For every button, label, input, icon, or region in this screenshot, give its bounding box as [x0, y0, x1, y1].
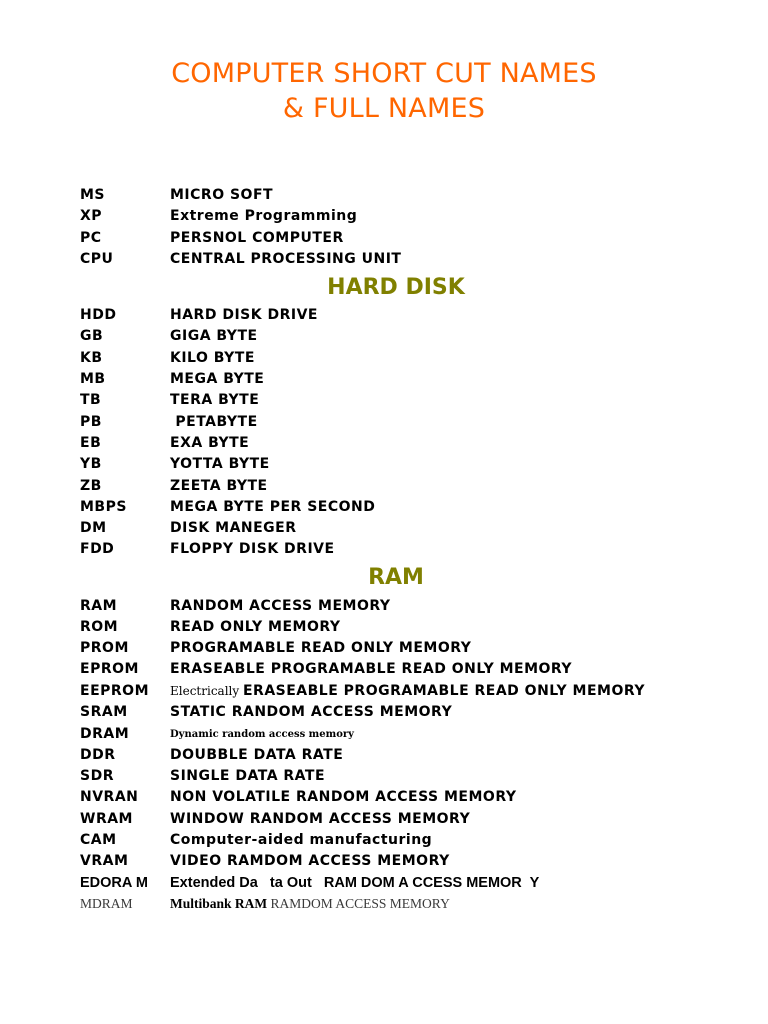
full-name: ZEETA BYTE — [170, 478, 268, 494]
abbreviation: ZB — [80, 478, 102, 494]
abbreviation: RAM — [80, 598, 118, 614]
abbreviation: EPROM — [80, 661, 139, 677]
page-title-line-2: & FULL NAMES — [282, 93, 486, 124]
abbreviation: MS — [80, 187, 106, 203]
abbreviation: PC — [80, 230, 102, 246]
abbreviation: PB — [80, 414, 102, 430]
full-name-main: RAMDOM ACCESS MEMORY — [270, 896, 450, 911]
full-name: ERASEABLE PROGRAMABLE READ ONLY MEMORY — [170, 661, 573, 677]
full-name: CENTRAL PROCESSING UNIT — [170, 251, 402, 267]
abbreviation: CAM — [80, 832, 117, 848]
abbreviation: EEPROM — [80, 683, 150, 699]
full-name: READ ONLY MEMORY — [170, 619, 341, 635]
abbreviation: HDD — [80, 307, 117, 323]
full-name: Dynamic random access memory — [170, 729, 354, 740]
full-name: DISK MANEGER — [170, 520, 297, 536]
full-name: NON VOLATILE RANDOM ACCESS MEMORY — [170, 789, 517, 805]
full-name: EXA BYTE — [170, 435, 250, 451]
abbreviation: TB — [80, 392, 102, 408]
abbreviation: MB — [80, 371, 106, 387]
full-name: WINDOW RANDOM ACCESS MEMORY — [170, 811, 471, 827]
full-name: SINGLE DATA RATE — [170, 768, 326, 784]
abbreviation: DRAM — [80, 726, 130, 742]
full-name: PROGRAMABLE READ ONLY MEMORY — [170, 640, 472, 656]
full-name: FLOPPY DISK DRIVE — [170, 541, 335, 557]
full-name: KILO BYTE — [170, 350, 255, 366]
section-heading-ram: RAM — [368, 565, 424, 590]
full-name: MICRO SOFT — [170, 187, 274, 203]
full-name: PETABYTE — [170, 414, 258, 430]
page-title — [0, 56, 768, 126]
full-name: RANDOM ACCESS MEMORY — [170, 598, 391, 614]
abbreviation: YB — [80, 456, 102, 472]
abbreviation: FDD — [80, 541, 115, 557]
full-name: Extended Da ta Out RAM DOM A CCESS MEMOR Y — [170, 875, 540, 891]
full-name: YOTTA BYTE — [170, 456, 270, 472]
abbreviation: CPU — [80, 251, 114, 267]
abbreviation: VRAM — [80, 853, 129, 869]
full-name: GIGA BYTE — [170, 328, 258, 344]
full-name — [170, 893, 450, 914]
abbreviation: KB — [80, 350, 103, 366]
abbreviation: DDR — [80, 747, 116, 763]
abbreviation: XP — [80, 208, 103, 224]
full-name: DOUBBLE DATA RATE — [170, 747, 344, 763]
full-name: VIDEO RAMDOM ACCESS MEMORY — [170, 853, 450, 869]
page-title-line-1: COMPUTER SHORT CUT NAMES — [171, 58, 597, 89]
full-name: PERSNOL COMPUTER — [170, 230, 344, 246]
abbreviation: EB — [80, 435, 102, 451]
full-name: TERA BYTE — [170, 392, 260, 408]
full-name-prefix: Multibank RAM — [170, 896, 271, 911]
section-heading-hard-disk: HARD DISK — [327, 275, 465, 300]
full-name: HARD DISK DRIVE — [170, 307, 318, 323]
full-name: MEGA BYTE PER SECOND — [170, 499, 376, 515]
abbreviation: MDRAM — [80, 896, 133, 911]
abbreviation: MBPS — [80, 499, 127, 515]
abbreviation: EDORA M — [80, 875, 148, 891]
full-name: Extreme Programming — [170, 208, 358, 224]
full-name: MEGA BYTE — [170, 371, 265, 387]
abbreviation: DM — [80, 520, 107, 536]
full-name: Computer-aided manufacturing — [170, 832, 433, 848]
abbreviation: SRAM — [80, 704, 128, 720]
abbreviation: SDR — [80, 768, 114, 784]
abbreviation: PROM — [80, 640, 129, 656]
full-name-main: ERASEABLE PROGRAMABLE READ ONLY MEMORY — [242, 683, 646, 699]
abbreviation: WRAM — [80, 811, 133, 827]
abbreviation: ROM — [80, 619, 119, 635]
full-name — [170, 681, 645, 702]
abbreviation: GB — [80, 328, 104, 344]
full-name: STATIC RANDOM ACCESS MEMORY — [170, 704, 453, 720]
full-name-prefix: Electrically — [170, 684, 243, 698]
abbreviation: NVRAN — [80, 789, 139, 805]
